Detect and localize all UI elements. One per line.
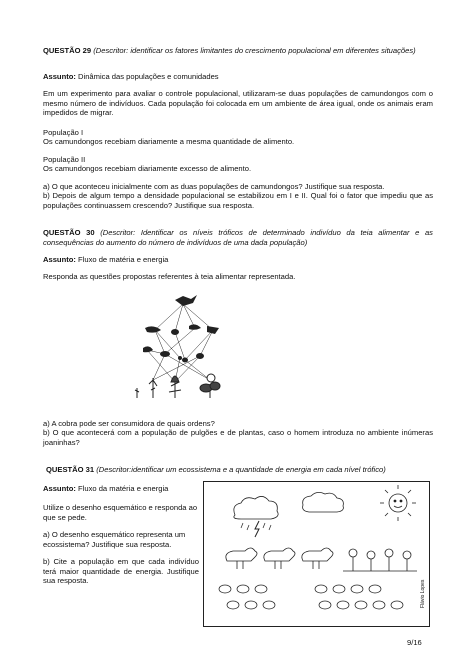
q29-header	[43, 46, 433, 56]
q30-subject-text: Fluxo de matéria e energia	[78, 255, 169, 264]
q29-item-b: b) Depois de algum tempo a densidade populacional se estabilizou em I e II. Qual foi o fator que impediu que as populações continuassem crescendo? Justifique sua resposta.	[43, 191, 433, 210]
q31-item-a: a) O desenho esquemático representa um ecossistema? Justifique sua resposta.	[43, 530, 186, 549]
q29-pop1-text: Os camundongos recebiam diariamente a mesma quantidade de alimento.	[43, 137, 295, 146]
q30-subject-label: Assunto:	[43, 255, 76, 264]
q30-number: QUESTÃO 30	[43, 228, 95, 237]
image-credit: Flávio Lopes	[420, 579, 426, 608]
q29-descriptor: (Descritor: identificar os fatores limitantes do crescimento populacional em diferentes situações)	[93, 46, 416, 55]
q30-descriptor: (Descritor: Identificar os níveis tróficos de determinado indivíduo da teia alimentar e as consequências do aumento do número de indivíduos de uma dada população)	[43, 228, 433, 247]
q29-subject-label: Assunto:	[43, 72, 76, 81]
q31-number: QUESTÃO 31	[46, 465, 95, 474]
q31-subject	[43, 484, 168, 494]
q30-item-b: b) O que acontecerá com a população de pulgões e de plantas, caso o homem introduza no ambiente inúmeras joaninhas?	[43, 428, 433, 447]
q29-subject-text: Dinâmica das populações e comunidades	[78, 72, 219, 81]
q29-subject	[43, 72, 219, 82]
q29-pop2-text: Os camundongos recebiam diariamente excesso de alimento.	[43, 164, 252, 173]
food-web-illustration	[125, 290, 240, 400]
q30-item-a: a) A cobra pode ser consumidora de quais ordens?	[43, 419, 215, 428]
ecosystem-schematic	[203, 481, 431, 628]
q31-descriptor: (Descritor:identificar um ecossistema e a quantidade de energia em cada nível trófico)	[96, 465, 386, 474]
q31-subject-text: Fluxo da matéria e energia	[78, 484, 169, 493]
q31-item-b: b) Cite a população em que cada indivíduo terá maior quantidade de energia. Justifique sua resposta.	[43, 557, 199, 586]
q29-number: QUESTÃO 29	[43, 46, 92, 55]
bird-icon	[175, 295, 197, 306]
q30-instruction: Responda as questões propostas referentes à teia alimentar representada.	[43, 272, 296, 281]
q30-subject	[43, 255, 168, 265]
q29-pop2-title: População II	[43, 155, 86, 164]
page-number: 9/16	[407, 638, 422, 647]
q31-header	[46, 465, 386, 475]
q29-pop1-title: População I	[43, 128, 84, 137]
q31-instruction: Utilize o desenho esquemático e responda ao que se pede.	[43, 503, 198, 522]
q31-subject-label: Assunto:	[43, 484, 76, 493]
q30-header	[43, 228, 433, 247]
q29-intro: Em um experimento para avaliar o controle populacional, utilizaram-se duas populações de camundongos com o mesmo número de indivíduos. Cada população foi colocada em um ambiente de área igual, onde os animais eram impedidos de migrar.	[43, 89, 433, 118]
q29-item-a: a) O que aconteceu inicialmente com as duas populações de camundongos? Justifique sua resposta.	[43, 182, 385, 191]
